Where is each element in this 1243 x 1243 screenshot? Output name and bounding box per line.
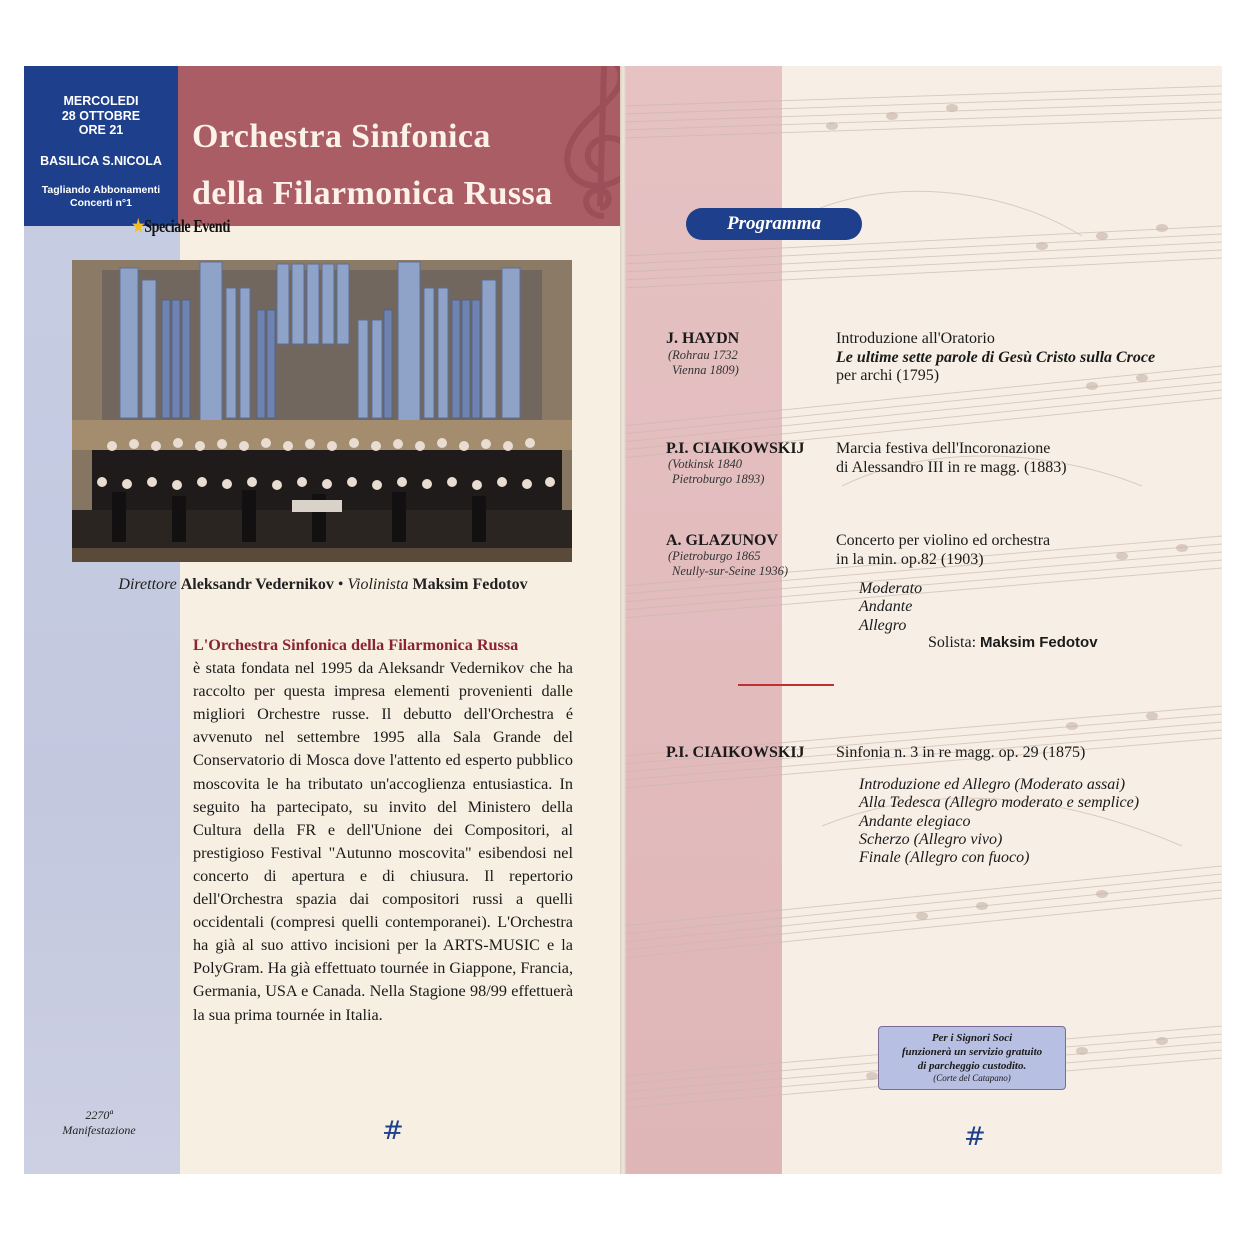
hash-mark: #: [964, 1122, 986, 1152]
caption-separator: •: [337, 576, 344, 593]
solista-line: [928, 634, 1098, 652]
work-marcia-festiva: Marcia festiva dell'Incoronazione di Alessandro III in re magg. (1883): [836, 440, 1067, 476]
solista-name: Maksim Fedotov: [980, 634, 1098, 651]
solista-label: Solista:: [928, 634, 977, 651]
description-lead: L'Orchestra Sinfonica della Filarmonica Russa: [193, 636, 519, 654]
event-date: 28 OTTOBRE: [61, 108, 141, 123]
treble-clef-icon: [544, 66, 622, 226]
director-label: Direttore: [118, 576, 177, 593]
concert-title: [192, 108, 553, 222]
page-fold: [620, 66, 626, 1174]
lifespan-ciaikowskij: (Votkinsk 1840 Pietroburgo 1893): [668, 457, 765, 486]
intermission-divider: [738, 684, 834, 686]
composer-haydn: J. HAYDN: [666, 330, 740, 347]
left-page: [24, 66, 622, 1174]
violinist-name: Maksim Fedotov: [412, 576, 528, 593]
event-info-box: [24, 66, 178, 226]
ticket-line-2: Concerti n°1: [70, 197, 132, 209]
composer-ciaikowskij-2: P.I. CIAIKOWSKIJ: [666, 744, 805, 761]
star-icon: ★: [132, 216, 145, 236]
event-venue: BASILICA S.NICOLA: [40, 154, 162, 168]
manifestazione-number: 2270ª Manifestazione: [62, 1108, 136, 1137]
director-name: Aleksandr Vedernikov: [180, 576, 334, 593]
work-haydn: Introduzione all'Oratorio Le ultime sette parole di Gesù Cristo sulla Croce per archi (1795): [836, 330, 1156, 384]
concert-brochure: [24, 66, 1222, 1174]
orchestra-photo: [72, 260, 572, 562]
hash-mark: #: [382, 1116, 404, 1146]
composer-ciaikowskij-1: P.I. CIAIKOWSKIJ: [666, 440, 805, 457]
composer-glazunov: A. GLAZUNOV: [666, 532, 779, 549]
event-time: ORE 21: [78, 123, 124, 137]
parking-notice: Per i Signori Soci funzionerà un servizio gratuito di parcheggio custodito. (Corte del Catapano): [878, 1026, 1066, 1090]
programma-label: Programma: [686, 208, 862, 240]
speciale-eventi-label: ★Speciale Eventi: [132, 216, 230, 236]
lifespan-glazunov: (Pietroburgo 1865 Neully-sur-Seine 1936): [668, 549, 789, 578]
movements-concerto: Moderato Andante Allegro: [859, 580, 923, 634]
work-sinfonia-3: Sinfonia n. 3 in re magg. op. 29 (1875): [836, 744, 1086, 761]
right-page: [622, 66, 1222, 1174]
ticket-line-1: Tagliando Abbonamenti: [41, 184, 161, 196]
orchestra-description: [193, 634, 573, 1027]
event-day: MERCOLEDI: [63, 94, 139, 108]
description-body: è stata fondata nel 1995 da Aleksandr Vedernikov che ha raccolto per questa impresa elementi provenienti dalle migliori Orchestre russe. Il debutto dell'Orchestra é avvenuto nel settembre 1995 alla Sala Grande del Conservatorio di Mosca dove l'attento ed esperto pubblico moscovita le ha tributato un'accoglienza entusiastica. In seguito ha partecipato, su invito del Ministero della Cultura della FR e dell'Unione dei Compositori, al prestigioso Festival "Autunno moscovita" esibendosi nel concerto di apertura e di chiusura. Il repertorio dell'Orchestra spazia dai compositori russi a quelli occidentali (compresi quelli contemporanei). L'Orchestra ha già al suo attivo incisioni per la ARTS-MUSIC e la PolyGram. Ha già effettuato tournée in Giappone, Francia, Germania, USA e Canada. Nella Stagione 98/99 effettuerà la sua prima tournée in Italia.: [193, 659, 573, 1024]
title-line-1: Orchestra Sinfonica: [192, 118, 491, 155]
violinist-label: Violinista: [347, 576, 409, 593]
movements-sinfonia: Introduzione ed Allegro (Moderato assai) Alla Tedesca (Allegro moderato e semplice) Andante elegiaco Scherzo (Allegro vivo) Finale (Allegro con fuoco): [859, 776, 1140, 867]
photo-caption: [24, 576, 622, 594]
work-concerto-violino: Concerto per violino ed orchestra in la min. op.82 (1903): [836, 532, 1051, 568]
title-line-2: della Filarmonica Russa: [192, 175, 553, 212]
lifespan-haydn: (Rohrau 1732 Vienna 1809): [668, 348, 739, 377]
